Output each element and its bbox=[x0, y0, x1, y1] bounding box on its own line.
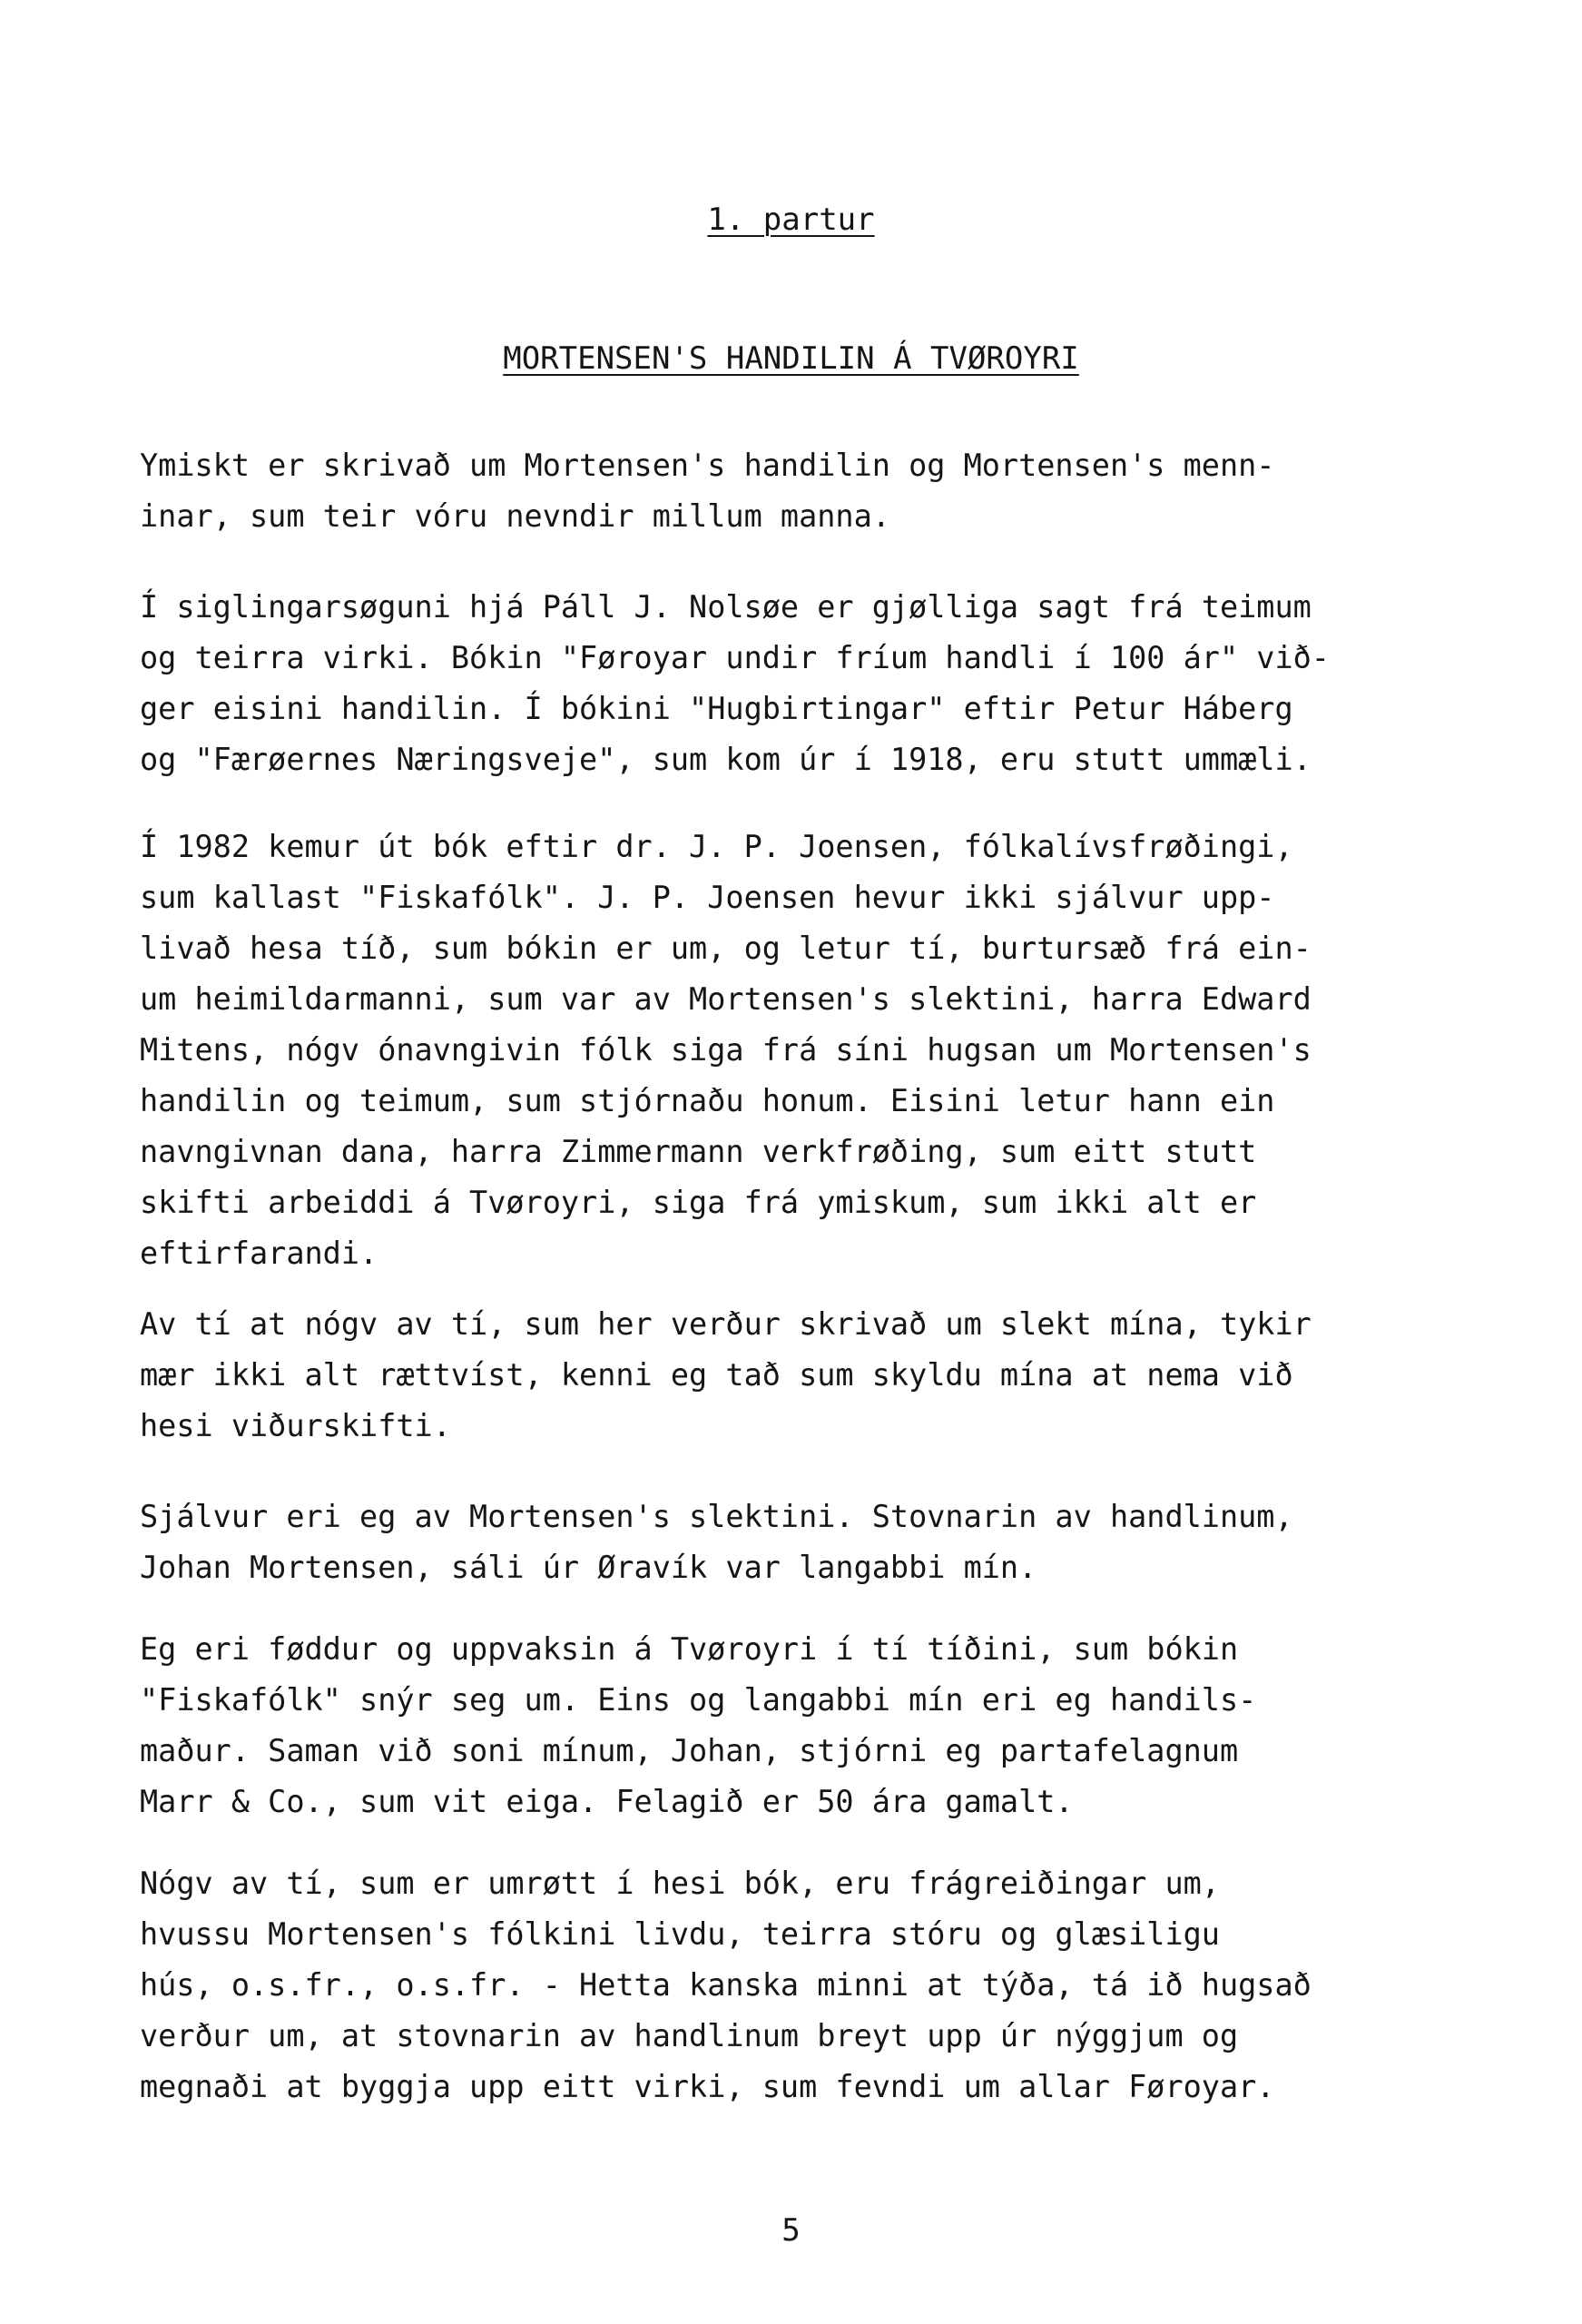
paragraph-line: Eg eri føddur og uppvaksin á Tvøroyri í tí tíðini, sum bókin bbox=[140, 1631, 1239, 1667]
paragraph-line: eftirfarandi. bbox=[140, 1236, 378, 1271]
chapter-title bbox=[0, 340, 1582, 377]
part-title bbox=[0, 202, 1582, 238]
paragraph-line: hesi viðurskifti. bbox=[140, 1408, 451, 1443]
paragraph-line: Johan Mortensen, sáli úr Øravík var langabbi mín. bbox=[140, 1550, 1037, 1585]
paragraph-line: hús, o.s.fr., o.s.fr. - Hetta kanska minni at týða, tá ið hugsað bbox=[140, 1967, 1312, 2003]
paragraph-line: Mitens, nógv ónavngivin fólk siga frá síni hugsan um Mortensen's bbox=[140, 1032, 1312, 1068]
paragraph-line: inar, sum teir vóru nevndir millum manna. bbox=[140, 498, 890, 534]
paragraph-line: og "Færøernes Næringsveje", sum kom úr í 1918, eru stutt ummæli. bbox=[140, 742, 1312, 777]
paragraph bbox=[140, 582, 1330, 785]
paragraph-line: sum kallast "Fiskafólk". J. P. Joensen hevur ikki sjálvur upp- bbox=[140, 880, 1275, 915]
paragraph-line: handilin og teimum, sum stjórnaðu honum. Eisini letur hann ein bbox=[140, 1083, 1275, 1118]
paragraph-line: Sjálvur eri eg av Mortensen's slektini. Stovnarin av handlinum, bbox=[140, 1499, 1293, 1534]
paragraph-line: navngivnan dana, harra Zimmermann verkfrøðing, sum eitt stutt bbox=[140, 1134, 1257, 1169]
paragraph bbox=[140, 1858, 1312, 2112]
paragraph-line: megnaði at byggja upp eitt virki, sum fevndi um allar Føroyar. bbox=[140, 2069, 1275, 2104]
paragraph-line: ger eisini handilin. Í bókini "Hugbirtingar" eftir Petur Háberg bbox=[140, 691, 1293, 726]
page-number: 5 bbox=[781, 2212, 801, 2249]
paragraph-line: og teirra virki. Bókin "Føroyar undir fríum handli í 100 ár" við- bbox=[140, 640, 1330, 675]
paragraph bbox=[140, 822, 1312, 1279]
paragraph bbox=[140, 1299, 1312, 1452]
paragraph bbox=[140, 1624, 1256, 1827]
paragraph-line: Av tí at nógv av tí, sum her verður skrivað um slekt mína, tykir bbox=[140, 1306, 1312, 1342]
paragraph-line: um heimildarmanni, sum var av Mortensen's slektini, harra Edward bbox=[140, 981, 1312, 1017]
part-title-text: 1. partur bbox=[707, 202, 875, 238]
paragraph-line: mær ikki alt rættvíst, kenni eg tað sum skyldu mína at nema við bbox=[140, 1357, 1293, 1393]
paragraph-line: Ymiskt er skrivað um Mortensen's handilin og Mortensen's menn- bbox=[140, 448, 1275, 483]
paragraph-line: livað hesa tíð, sum bókin er um, og letur tí, burtursæð frá ein- bbox=[140, 931, 1312, 966]
paragraph-line: hvussu Mortensen's fólkini livdu, teirra stóru og glæsiligu bbox=[140, 1916, 1220, 1952]
paragraph-line: Í siglingarsøguni hjá Páll J. Nolsøe er gjølliga sagt frá teimum bbox=[140, 589, 1312, 625]
paragraph bbox=[140, 440, 1274, 542]
paragraph-line: Marr & Co., sum vit eiga. Felagið er 50 ára gamalt. bbox=[140, 1784, 1074, 1819]
paragraph-line: maður. Saman við soni mínum, Johan, stjórni eg partafelagnum bbox=[140, 1733, 1239, 1768]
paragraph-line: "Fiskafólk" snýr seg um. Eins og langabbi mín eri eg handils- bbox=[140, 1682, 1257, 1718]
paragraph-line: verður um, at stovnarin av handlinum breyt upp úr nýggjum og bbox=[140, 2018, 1239, 2053]
chapter-title-text: MORTENSEN'S HANDILIN Á TVØROYRI bbox=[503, 340, 1079, 377]
paragraph-line: Nógv av tí, sum er umrøtt í hesi bók, eru frágreiðingar um, bbox=[140, 1866, 1220, 1901]
paragraph-line: Í 1982 kemur út bók eftir dr. J. P. Joensen, fólkalívsfrøðingi, bbox=[140, 829, 1293, 864]
paragraph-line: skifti arbeiddi á Tvøroyri, siga frá ymiskum, sum ikki alt er bbox=[140, 1185, 1257, 1220]
paragraph bbox=[140, 1492, 1293, 1593]
